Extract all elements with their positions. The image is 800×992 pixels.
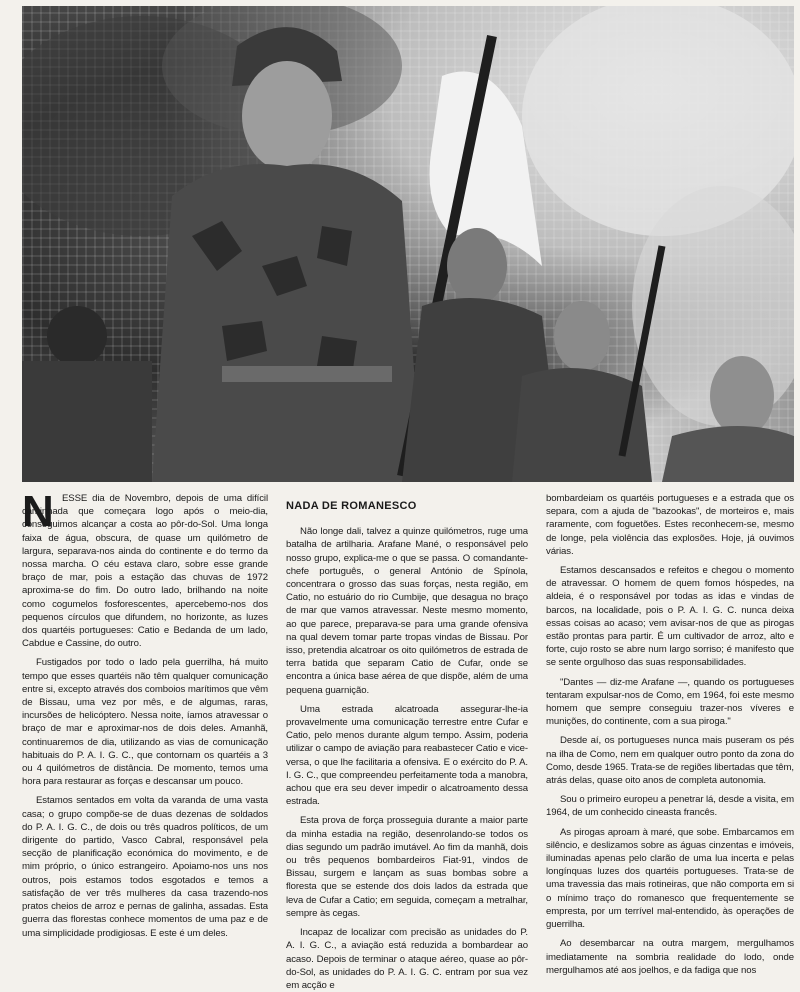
article-column-2	[286, 492, 528, 992]
paragraph: As pirogas aproam à maré, que sobe. Embarcamos em silêncio, e deslizamos sobre as águas cinzentas e imóveis, iluminadas apenas pelo clarão de uma lua incerta e pelas longínquas luzes dos quartéis portugueses. Trata-se de uma travessia das mais rotineiras, que não comporta em si o mínimo traço do romanesco que frequentemente se empresta, por um terrível mal-entendido, às operações de guerrilha.	[546, 826, 794, 931]
paragraph: Esta prova de força prosseguia durante a maior parte da minha estadia na região, desenrolando-se todos os dias segundo um padrão imutável. Ao fim da manhã, dois ou três pequenos bombardeiros Fiat-91, vindos de Bissau, surgem e lançam as suas bombas sobre a floresta que se estende dos dois lados da estrada que leva de Cufar a Catio; em seguida, começam a metralhar, sempre às cegas.	[286, 815, 528, 919]
paragraph: Sou o primeiro europeu a penetrar lá, desde a visita, em 1964, de um conhecido cineasta francês.	[546, 794, 794, 819]
article-column-1	[22, 487, 268, 992]
paragraph: "Dantes — diz-me Arafane —, quando os portugueses tentaram expulsar-nos de Como, em 1964, foi este mesmo homem que sempre conseguiu trazer-nos víveres e munições, do continente, com a sua piroga."	[546, 676, 794, 728]
paragraph	[22, 487, 268, 650]
soldiers-photo-illustration	[22, 6, 794, 482]
paragraph: Não longe dali, talvez a quinze quilómetros, ruge uma batalha de artilharia. Arafane Mané, o responsável pelo nosso grupo, explica-me o que se passa. O comandante-chefe português, o general António de Spínola, concentrara o grosso das suas forças, nesta região, em Catio, no estuário do rio Cumbije, que desagua no braço de mar que vamos atravessar. Neste mesmo momento, ao que parece, preparava-se para uma grande ofensiva na qual devem tomar parte tropas vindas de Bissau. Por isso, pretendia alcatroar os oito quilómetros de estrada de terra batida que separam Catio de Cufar, onde se encontra a única base aérea de que dispõe, além de uma pequena guarnição.	[286, 526, 528, 696]
paragraph: Ao desembarcar na outra margem, mergulhamos imediatamente na sombria realidade do lodo, onde mergulhamos até aos joelhos, e da fadiga que nos	[546, 938, 794, 976]
article-column-3	[546, 492, 794, 992]
paragraph: Desde aí, os portugueses nunca mais puseram os pés na ilha de Como, nem em qualquer outro ponto da zona do Como, desde 1965. Trata-se de regiões libertadas que têm, atrás delas, quase oito anos de completa autonomia.	[546, 735, 794, 787]
paragraph: Uma estrada alcatroada assegurar-lhe-ia provavelmente uma comunicação terrestre entre Cufar e Catio, pelo menos durante algum tempo. Assim, poderia utilizar o campo de aviação para reabastecer Catio e vice-versa, o que lhe facilitaria a ofensiva. E o exército do P. A. I. G. C., que compreendeu perfeitamente toda a manobra, achou que era seu dever impedir o alcatroamento dessa estrada.	[286, 703, 528, 808]
article-photo	[22, 6, 794, 482]
drop-cap-letter: N	[22, 487, 54, 536]
paragraph: Estamos descansados e refeitos e chegou o momento de atravessar. O homem de quem fomos hóspedes, na aldeia, é o responsável por todas as idas e vindas de barcos, na localidade, pois o P. A. I. G. C. nunca deixa essas coisas ao acaso; vem avisar-nos de que as pirogas estão prontas para partir. É um cultivador de arroz, alto e forte, cujo rosto se abre num largo sorriso; é manifesto que se sente orgulhoso das suas responsabilidades.	[546, 565, 794, 669]
lead-word: ESSE	[62, 493, 88, 504]
paragraph: bombardeiam os quartéis portugueses e a estrada que os separa, com a ajuda de "bazookas", de morteiros e, mais raramente, com foguetões. Estes reconhecem-se, mesmo de longe, pela violência das explosões. Hoje, já ouvimos várias.	[546, 493, 794, 557]
paragraph: Fustigados por todo o lado pela guerrilha, há muito tempo que esses quartéis não têm qualquer comunicação entre si, excepto através dos comboios marítimos que vêm de Bissau, uma vez por mês, e de algumas, raras, incursões de helicóptero. Nessa noite, íamos atravessar o braço de mar e aproximar-nos de dois deles. Amanhã, continuaremos de dia, utilizando as vias de comunicação habituais do P. A. I. G. C., que contornam os quartéis a 3 ou 4 quilómetros de distância. De momento, temos uma hora para restaurar as forças e descansar um pouco.	[22, 657, 268, 788]
paragraph-text: dia de Novembro, depois de uma difícil caminhada que começara logo após o meio-dia, conseguimos alcançar a costa ao pôr-do-Sol. Uma longa faixa de água, obscura, de quase um quilómetro de largura, separava-nos ainda do continente e do termo da nossa marcha. O céu estava claro, sobre esse grande braço de mar, pois a estação das chuvas de 1972 aproxima-se do fim. Do outro lado, brilhando na noite como cogumelos fosforescentes, apercebemo-nos dos pequenos círculos que difundem, no horizonte, as luzes dos quartéis portugueses: Catio e Bedanda de um lado, Cabdue e Cassine, do outro.	[22, 493, 268, 650]
section-heading: NADA DE ROMANESCO	[286, 500, 417, 512]
paragraph: Estamos sentados em volta da varanda de uma vasta casa; o grupo compõe-se de duas dezenas de soldados do P. A. I. G. C., de dois ou três quadros políticos, de um dirigente do partido, Vasco Cabral, responsável pela secção de planificação económica do movimento, e de mim próprio, o único estrangeiro. Apoiamo-nos uns nos outros, pois estamos todos esgotados e temos a satisfação de ver três mulheres da casa trazendo-nos pratos cheios de arroz e pernas de galinha, assadas. Esta guerra das florestas conhece momentos de uma paz e de uma simplicidade prodigiosas. E este é um deles.	[22, 795, 268, 939]
paragraph: Incapaz de localizar com precisão as unidades do P. A. I. G. C., a aviação está reduzida a bombardear ao acaso. Depois de terminar o ataque aéreo, quase ao pôr-do-Sol, as unidades do P. A. I. G. C. entram por sua vez em acção e	[286, 927, 528, 991]
